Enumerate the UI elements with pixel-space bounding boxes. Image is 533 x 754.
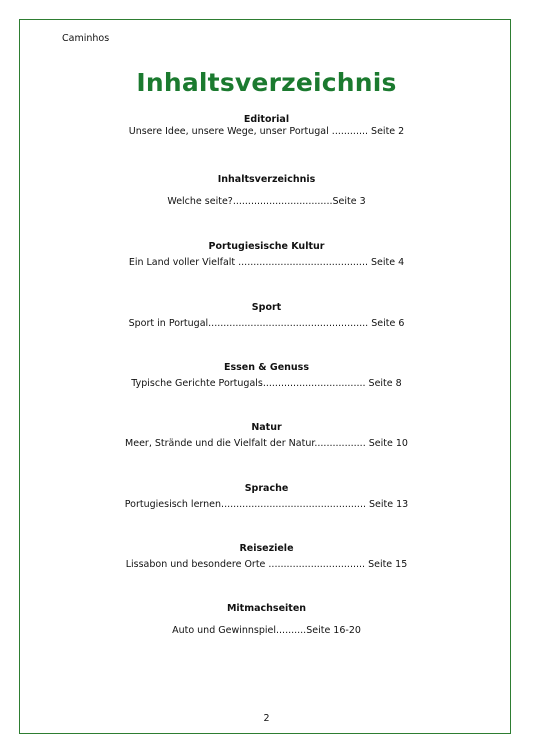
toc-heading: Essen & Genuss <box>224 362 309 373</box>
toc-section-reiseziele <box>0 543 533 571</box>
toc-section-sport <box>0 302 533 330</box>
toc-section-kultur <box>0 241 533 269</box>
toc-entry: Unsere Idee, unsere Wege, unser Portugal ............ Seite 2 <box>128 126 405 137</box>
toc-entry: Ein Land voller Vielfalt ........................................... Seite 4 <box>128 257 405 268</box>
toc-section-natur <box>0 422 533 450</box>
toc-entry: Portugiesisch lernen................................................ Seite 13 <box>124 499 409 510</box>
toc-section-inhaltsverzeichnis <box>0 174 533 208</box>
toc-heading: Editorial <box>243 114 290 125</box>
toc-heading: Inhaltsverzeichnis <box>217 174 316 185</box>
toc-section-mitmachseiten <box>0 603 533 637</box>
toc-heading: Natur <box>251 422 282 433</box>
toc-entry: Meer, Strände und die Vielfalt der Natur................. Seite 10 <box>125 438 408 449</box>
toc-section-essen <box>0 362 533 390</box>
toc-heading: Portugiesische Kultur <box>208 241 325 252</box>
toc-heading: Sport <box>251 302 282 313</box>
toc-entry: Auto und Gewinnspiel..........Seite 16-20 <box>172 625 361 636</box>
toc-heading: Reiseziele <box>239 543 294 554</box>
toc-heading: Mitmachseiten <box>226 603 307 614</box>
toc-entry: Typische Gerichte Portugals.................................. Seite 8 <box>131 378 402 389</box>
toc-heading: Sprache <box>244 483 289 494</box>
toc-section-sprache <box>0 483 533 511</box>
toc-entry: Lissabon und besondere Orte ................................ Seite 15 <box>125 559 408 570</box>
toc-section-editorial <box>0 114 533 138</box>
toc-entry: Welche seite?.................................Seite 3 <box>167 196 366 207</box>
header-text: Caminhos <box>62 33 110 44</box>
page-number: 2 <box>263 713 270 724</box>
page-title: Inhaltsverzeichnis <box>136 68 397 97</box>
toc-entry: Sport in Portugal..................................................... Seite 6 <box>128 318 405 329</box>
